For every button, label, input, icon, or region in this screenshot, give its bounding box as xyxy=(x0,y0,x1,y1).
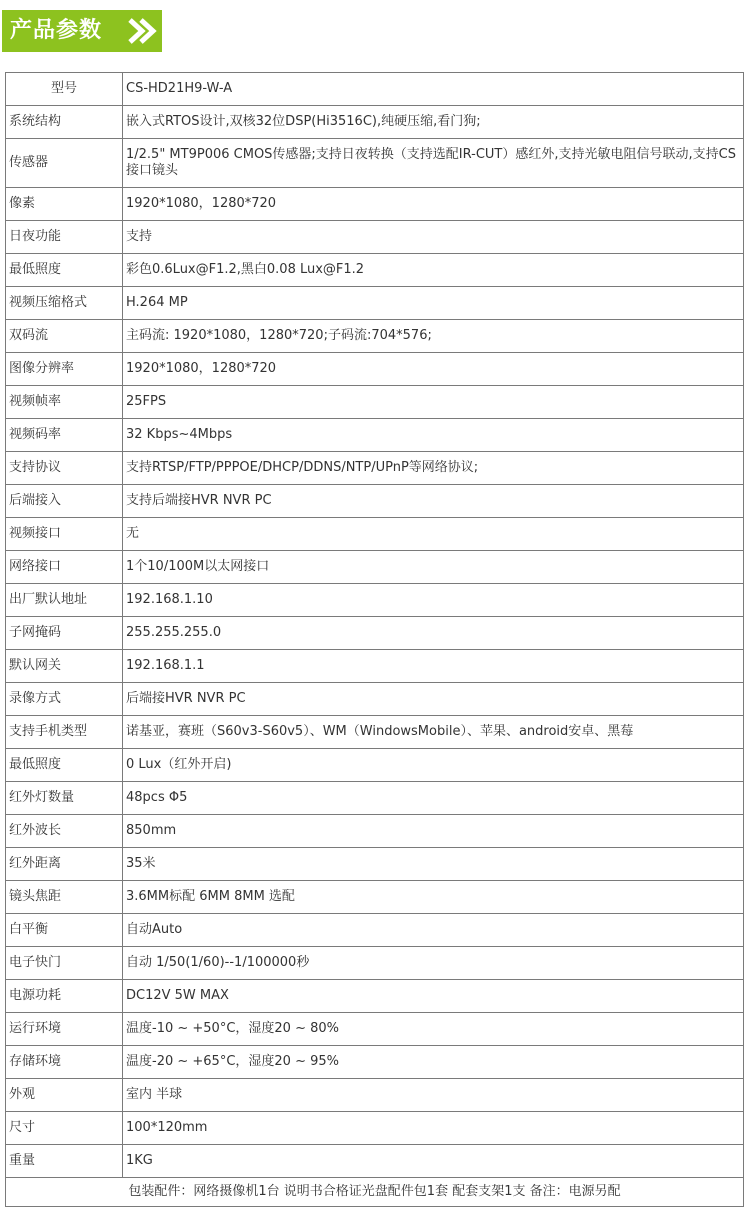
spec-label: 红外灯数量 xyxy=(6,782,123,815)
spec-row xyxy=(6,782,744,815)
spec-row xyxy=(6,980,744,1013)
spec-value: 室内 半球 xyxy=(123,1079,744,1112)
spec-row xyxy=(6,320,744,353)
spec-value: 100*120mm xyxy=(123,1112,744,1145)
spec-value: 3.6MM标配 6MM 8MM 选配 xyxy=(123,881,744,914)
spec-row xyxy=(6,914,744,947)
spec-row xyxy=(6,386,744,419)
spec-label: 视频压缩格式 xyxy=(6,287,123,320)
spec-value: 温度-10 ~ +50°C，湿度20 ~ 80% xyxy=(123,1013,744,1046)
spec-label: 视频码率 xyxy=(6,419,123,452)
spec-value: 主码流: 1920*1080，1280*720;子码流:704*576; xyxy=(123,320,744,353)
spec-value: 192.168.1.10 xyxy=(123,584,744,617)
double-chevron-right-icon xyxy=(126,16,160,46)
spec-value: 192.168.1.1 xyxy=(123,650,744,683)
spec-value: CS-HD21H9-W-A xyxy=(123,73,744,106)
spec-label: 日夜功能 xyxy=(6,221,123,254)
spec-row xyxy=(6,1046,744,1079)
spec-row xyxy=(6,749,744,782)
spec-value: 温度-20 ~ +65°C，湿度20 ~ 95% xyxy=(123,1046,744,1079)
spec-row xyxy=(6,106,744,139)
spec-label: 系统结构 xyxy=(6,106,123,139)
spec-value: 32 Kbps~4Mbps xyxy=(123,419,744,452)
spec-row xyxy=(6,683,744,716)
spec-label: 传感器 xyxy=(6,139,123,188)
spec-row xyxy=(6,1013,744,1046)
spec-label: 重量 xyxy=(6,1145,123,1178)
spec-row xyxy=(6,716,744,749)
spec-row xyxy=(6,254,744,287)
spec-value: 1/2.5" MT9P006 CMOS传感器;支持日夜转换（支持选配IR-CUT）感红外,支持光敏电阻信号联动,支持CS接口镜头 xyxy=(123,139,744,188)
spec-label: 存储环境 xyxy=(6,1046,123,1079)
spec-label: 像素 xyxy=(6,188,123,221)
spec-row xyxy=(6,848,744,881)
spec-label: 电源功耗 xyxy=(6,980,123,1013)
spec-label: 图像分辨率 xyxy=(6,353,123,386)
spec-row xyxy=(6,881,744,914)
spec-value: 嵌入式RTOS设计,双核32位DSP(Hi3516C),纯硬压缩,看门狗; xyxy=(123,106,744,139)
spec-label: 红外波长 xyxy=(6,815,123,848)
footer-row xyxy=(6,1178,744,1207)
section-title: 产品参数 xyxy=(10,18,103,43)
spec-label: 子网掩码 xyxy=(6,617,123,650)
spec-value: 自动 1/50(1/60)--1/100000秒 xyxy=(123,947,744,980)
spec-row xyxy=(6,353,744,386)
spec-label: 尺寸 xyxy=(6,1112,123,1145)
spec-label: 出厂默认地址 xyxy=(6,584,123,617)
spec-value: 支持后端接HVR NVR PC xyxy=(123,485,744,518)
spec-label: 运行环境 xyxy=(6,1013,123,1046)
spec-row xyxy=(6,485,744,518)
spec-label: 最低照度 xyxy=(6,749,123,782)
spec-label: 视频接口 xyxy=(6,518,123,551)
spec-value: H.264 MP xyxy=(123,287,744,320)
spec-label: 最低照度 xyxy=(6,254,123,287)
spec-value: DC12V 5W MAX xyxy=(123,980,744,1013)
spec-value: 支持 xyxy=(123,221,744,254)
spec-row xyxy=(6,73,744,106)
spec-value: 后端接HVR NVR PC xyxy=(123,683,744,716)
package-note: 包装配件：网络摄像机1台 说明书合格证光盘配件包1套 配套支架1支 备注：电源另配 xyxy=(6,1178,744,1207)
spec-row xyxy=(6,617,744,650)
spec-row xyxy=(6,452,744,485)
spec-row xyxy=(6,518,744,551)
spec-label: 录像方式 xyxy=(6,683,123,716)
spec-value: 诺基亚，赛班（S60v3-S60v5）、WM（WindowsMobile）、苹果、android安卓、黑莓 xyxy=(123,716,744,749)
spec-value: 25FPS xyxy=(123,386,744,419)
spec-row xyxy=(6,947,744,980)
spec-value: 自动Auto xyxy=(123,914,744,947)
spec-label: 支持手机类型 xyxy=(6,716,123,749)
spec-value: 1920*1080，1280*720 xyxy=(123,353,744,386)
spec-row xyxy=(6,139,744,188)
spec-label: 默认网关 xyxy=(6,650,123,683)
spec-label: 双码流 xyxy=(6,320,123,353)
spec-row xyxy=(6,1112,744,1145)
spec-row xyxy=(6,1079,744,1112)
spec-label: 电子快门 xyxy=(6,947,123,980)
spec-row xyxy=(6,1145,744,1178)
spec-label: 镜头焦距 xyxy=(6,881,123,914)
spec-value: 支持RTSP/FTP/PPPOE/DHCP/DDNS/NTP/UPnP等网络协议; xyxy=(123,452,744,485)
spec-value: 48pcs Φ5 xyxy=(123,782,744,815)
spec-label: 外观 xyxy=(6,1079,123,1112)
spec-row xyxy=(6,650,744,683)
spec-label: 视频帧率 xyxy=(6,386,123,419)
spec-value: 1个10/100M以太网接口 xyxy=(123,551,744,584)
spec-row xyxy=(6,287,744,320)
spec-label: 型号 xyxy=(6,73,123,106)
spec-value: 0 Lux（红外开启) xyxy=(123,749,744,782)
spec-row xyxy=(6,221,744,254)
spec-table xyxy=(5,72,744,1207)
section-header-banner xyxy=(2,10,162,52)
spec-label: 红外距离 xyxy=(6,848,123,881)
spec-row xyxy=(6,551,744,584)
spec-label: 后端接入 xyxy=(6,485,123,518)
spec-value: 850mm xyxy=(123,815,744,848)
spec-row xyxy=(6,584,744,617)
spec-value: 1920*1080，1280*720 xyxy=(123,188,744,221)
spec-value: 彩色0.6Lux@F1.2,黑白0.08 Lux@F1.2 xyxy=(123,254,744,287)
spec-label: 支持协议 xyxy=(6,452,123,485)
spec-label: 网络接口 xyxy=(6,551,123,584)
spec-row xyxy=(6,815,744,848)
spec-row xyxy=(6,188,744,221)
spec-value: 1KG xyxy=(123,1145,744,1178)
spec-label: 白平衡 xyxy=(6,914,123,947)
spec-row xyxy=(6,419,744,452)
spec-value: 35米 xyxy=(123,848,744,881)
spec-value: 无 xyxy=(123,518,744,551)
spec-value: 255.255.255.0 xyxy=(123,617,744,650)
